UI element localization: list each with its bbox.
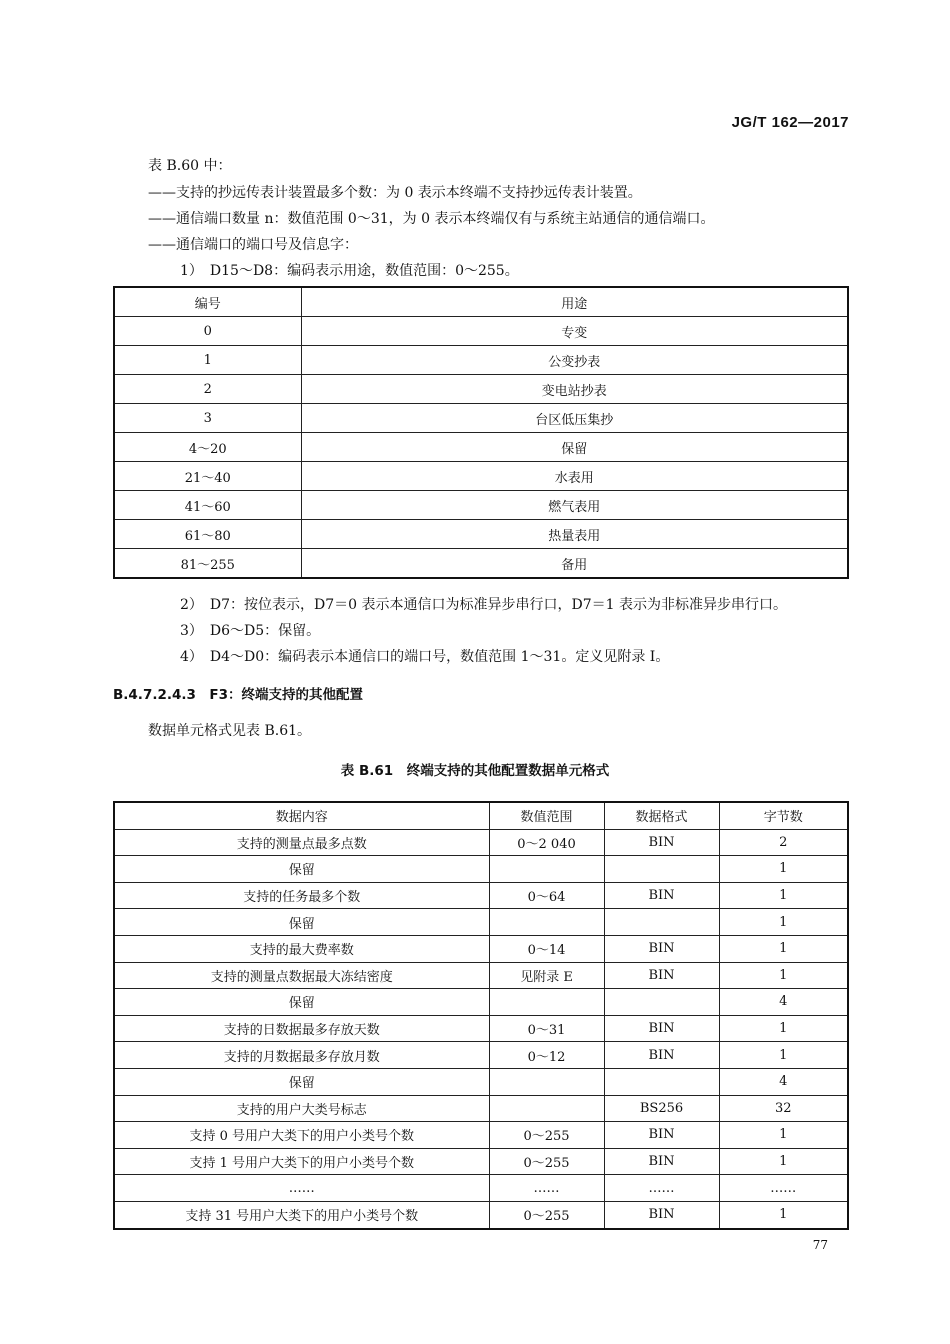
- cell-format: [604, 989, 719, 1016]
- intro-item-2: ——通信端口数量 n：数值范围 0～31，为 0 表示本终端仅有与系统主站通信的通信端口。: [148, 211, 715, 227]
- cell-range: 0～31: [489, 1015, 604, 1042]
- cell-code: 21～40: [114, 462, 301, 491]
- cell-content: 支持的任务最多个数: [114, 882, 489, 909]
- table-row: [114, 935, 848, 962]
- cell-usage: 水表用: [301, 462, 848, 491]
- cell-content: 保留: [114, 1068, 489, 1095]
- cell-bytes: 1: [719, 1122, 848, 1149]
- cell-format: BIN: [604, 1015, 719, 1042]
- cell-range: 0～64: [489, 882, 604, 909]
- cell-usage: 燃气表用: [301, 491, 848, 520]
- cell-content: 支持的月数据最多存放月数: [114, 1042, 489, 1069]
- cell-usage: 台区低压集抄: [301, 404, 848, 433]
- cell-format: BIN: [604, 829, 719, 856]
- cell-format: ……: [604, 1175, 719, 1202]
- intro-sub-1: 1） D15～D8：编码表示用途，数值范围：0～255。: [180, 263, 519, 279]
- table-row: [114, 1068, 848, 1095]
- cell-content: ……: [114, 1175, 489, 1202]
- cell-range: 0～14: [489, 935, 604, 962]
- table-row: [114, 462, 848, 491]
- cell-bytes: 4: [719, 1068, 848, 1095]
- cell-usage: 备用: [301, 549, 848, 579]
- table-row: [114, 404, 848, 433]
- cell-bytes: 1: [719, 1042, 848, 1069]
- note-2: 2） D7：按位表示，D7＝0 表示本通信口为标准异步串行口，D7＝1 表示为非标准异步串行口。: [180, 597, 788, 613]
- page-number: 77: [812, 1238, 828, 1252]
- cell-range: 0～255: [489, 1122, 604, 1149]
- intro-item-1: ——支持的抄远传表计装置最多个数：为 0 表示本终端不支持抄远传表计装置。: [148, 185, 642, 201]
- cell-format: BIN: [604, 1201, 719, 1228]
- table-row: [114, 1015, 848, 1042]
- cell-range: [489, 1068, 604, 1095]
- header-format-col: 数据格式: [604, 802, 719, 829]
- table-row: [114, 346, 848, 375]
- cell-bytes: 2: [719, 829, 848, 856]
- table-b60: [113, 286, 849, 579]
- cell-format: BIN: [604, 1148, 719, 1175]
- cell-bytes: 1: [719, 882, 848, 909]
- cell-code: 0: [114, 317, 301, 346]
- header-range-col: 数值范围: [489, 802, 604, 829]
- cell-content: 支持 1 号用户大类下的用户小类号个数: [114, 1148, 489, 1175]
- cell-content: 支持的最大费率数: [114, 935, 489, 962]
- section-text: 数据单元格式见表 B.61。: [148, 723, 312, 739]
- cell-code: 2: [114, 375, 301, 404]
- table-b61-header: [114, 802, 848, 829]
- cell-bytes: 1: [719, 962, 848, 989]
- cell-bytes: 4: [719, 989, 848, 1016]
- standard-code: JG/T 162—2017: [731, 114, 849, 131]
- cell-code: 4～20: [114, 433, 301, 462]
- header-usage-col: 用途: [301, 287, 848, 317]
- cell-range: 0～255: [489, 1201, 604, 1228]
- cell-bytes: 1: [719, 1015, 848, 1042]
- cell-bytes: 1: [719, 1201, 848, 1228]
- table-row: [114, 1042, 848, 1069]
- table-row: [114, 909, 848, 936]
- cell-content: 支持的用户大类号标志: [114, 1095, 489, 1122]
- cell-range: 见附录 E: [489, 962, 604, 989]
- cell-usage: 专变: [301, 317, 848, 346]
- cell-range: [489, 856, 604, 883]
- table-b61: [113, 801, 849, 1230]
- cell-bytes: 1: [719, 935, 848, 962]
- cell-range: [489, 909, 604, 936]
- table-row: [114, 1148, 848, 1175]
- table-b61-caption: 表 B.61 终端支持的其他配置数据单元格式: [340, 763, 610, 779]
- table-row: [114, 856, 848, 883]
- header-bytes-col: 字节数: [719, 802, 848, 829]
- table-row: [114, 520, 848, 549]
- cell-usage: 公变抄表: [301, 346, 848, 375]
- cell-range: 0～255: [489, 1148, 604, 1175]
- cell-content: 支持 0 号用户大类下的用户小类号个数: [114, 1122, 489, 1149]
- cell-bytes: 32: [719, 1095, 848, 1122]
- intro-item-3: ——通信端口的端口号及信息字：: [148, 237, 358, 253]
- cell-code: 1: [114, 346, 301, 375]
- table-row: [114, 1122, 848, 1149]
- table-row: [114, 989, 848, 1016]
- table-row: [114, 433, 848, 462]
- cell-range: 0～2 040: [489, 829, 604, 856]
- cell-content: 保留: [114, 989, 489, 1016]
- header-content-col: 数据内容: [114, 802, 489, 829]
- cell-format: BIN: [604, 962, 719, 989]
- cell-code: 81～255: [114, 549, 301, 579]
- table-row: [114, 1095, 848, 1122]
- cell-format: BIN: [604, 1042, 719, 1069]
- cell-usage: 变电站抄表: [301, 375, 848, 404]
- cell-bytes: 1: [719, 856, 848, 883]
- note-3: 3） D6～D5：保留。: [180, 623, 321, 639]
- table-row: [114, 1201, 848, 1228]
- cell-bytes: 1: [719, 909, 848, 936]
- cell-range: [489, 989, 604, 1016]
- cell-content: 支持的日数据最多存放天数: [114, 1015, 489, 1042]
- cell-format: BIN: [604, 1122, 719, 1149]
- table-row: [114, 491, 848, 520]
- cell-code: 41～60: [114, 491, 301, 520]
- intro-lead: 表 B.60 中：: [148, 158, 232, 174]
- cell-usage: 保留: [301, 433, 848, 462]
- section-heading: B.4.7.2.4.3 F3：终端支持的其他配置: [113, 687, 364, 703]
- cell-code: 61～80: [114, 520, 301, 549]
- cell-format: [604, 1068, 719, 1095]
- cell-bytes: 1: [719, 1148, 848, 1175]
- cell-format: [604, 909, 719, 936]
- cell-code: 3: [114, 404, 301, 433]
- table-row: [114, 1175, 848, 1202]
- cell-format: BIN: [604, 882, 719, 909]
- cell-format: BIN: [604, 935, 719, 962]
- cell-range: ……: [489, 1175, 604, 1202]
- table-row: [114, 882, 848, 909]
- note-4: 4） D4～D0：编码表示本通信口的端口号，数值范围 1～31。定义见附录 I。: [180, 649, 670, 665]
- table-row: [114, 829, 848, 856]
- cell-range: 0～12: [489, 1042, 604, 1069]
- cell-range: [489, 1095, 604, 1122]
- cell-format: [604, 856, 719, 883]
- cell-content: 支持的测量点数据最大冻结密度: [114, 962, 489, 989]
- cell-content: 保留: [114, 909, 489, 936]
- cell-format: BS256: [604, 1095, 719, 1122]
- cell-content: 保留: [114, 856, 489, 883]
- table-row: [114, 549, 848, 579]
- cell-content: 支持 31 号用户大类下的用户小类号个数: [114, 1201, 489, 1228]
- cell-usage: 热量表用: [301, 520, 848, 549]
- header-code-col: 编号: [114, 287, 301, 317]
- cell-content: 支持的测量点最多点数: [114, 829, 489, 856]
- cell-bytes: ……: [719, 1175, 848, 1202]
- table-row: [114, 962, 848, 989]
- table-row: [114, 375, 848, 404]
- table-b60-header: [114, 287, 848, 317]
- table-row: [114, 317, 848, 346]
